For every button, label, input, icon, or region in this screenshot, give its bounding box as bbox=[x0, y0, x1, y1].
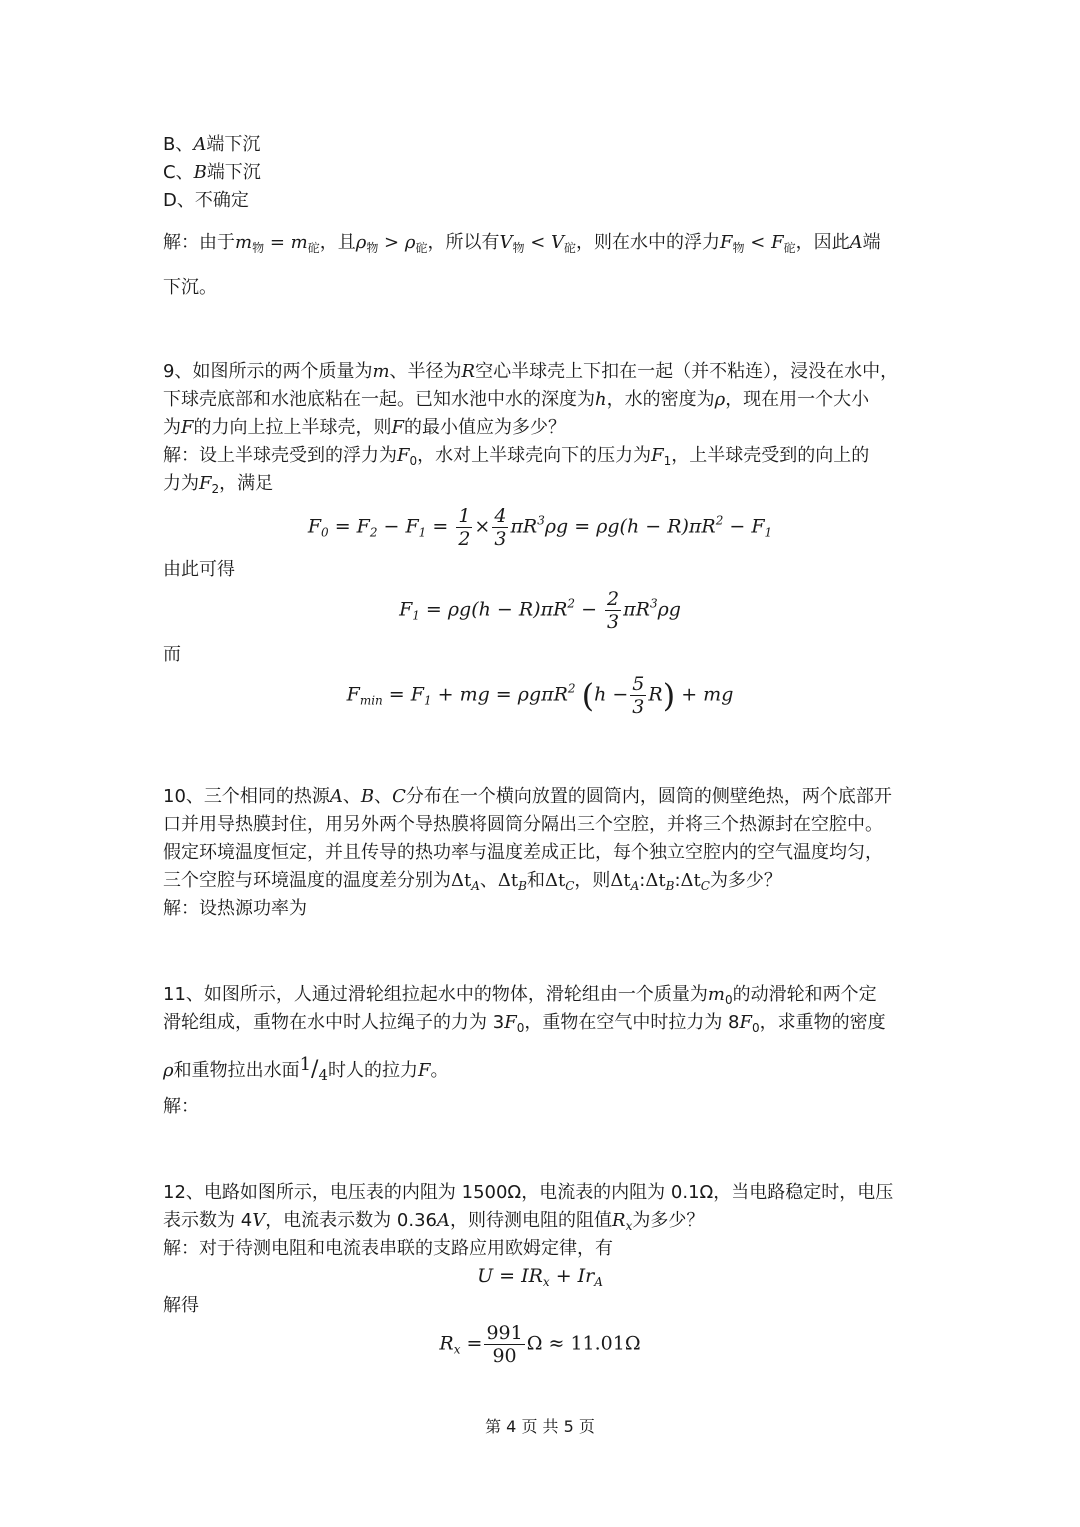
q12-equation-1: $U = IR_x + Ir_A$ bbox=[477, 1265, 603, 1289]
q9-solution-1: 解：设上半球壳受到的浮力为$F_0$，水对上半球壳向下的压力为$F_1$，上半球壳受到的向上的 bbox=[163, 445, 870, 468]
q12-line-1: 12、电路如图所示，电压表的内阻为 1500Ω，电流表的内阻为 0.1Ω，当电路稳定时，电压 bbox=[163, 1182, 894, 1203]
q10-line-2: 口并用导热膜封住，用另外两个导热膜将圆筒分隔出三个空腔，并将三个热源封在空腔中。 bbox=[163, 814, 883, 835]
option-d: D、不确定 bbox=[163, 190, 249, 211]
q9-equation-1: $F_0 = F_2 - F_1$ = $\frac{1}{2}$ × $\frac{4}{3}$ $\pi R^3\rho g = \rho g(h - R)\pi R^2 - F_1$ bbox=[307, 505, 773, 550]
q12-line-2: 表示数为 4V，电流表示数为 0.36A，则待测电阻的阻值$R_x$为多少？ bbox=[163, 1210, 705, 1233]
q11-line-3: ρ和重物拉出水面$1/_4$时人的拉力F。 bbox=[163, 1054, 449, 1084]
q9-line-3: 为F的力向上拉上半球壳，则F的最小值应为多少？ bbox=[163, 417, 566, 438]
q9-and: 而 bbox=[163, 644, 181, 665]
q9-equation-2: $F_1 = \rho g(h - R)\pi R^2$ − $\frac{2}{3}$ $\pi R^3\rho g$ bbox=[399, 588, 681, 633]
q11-solution: 解： bbox=[163, 1096, 199, 1117]
option-b: B、A端下沉 bbox=[163, 134, 261, 155]
q10-solution: 解：设热源功率为 bbox=[163, 898, 307, 919]
q8-solution-cont: 下沉。 bbox=[163, 277, 217, 298]
q12-solve: 解得 bbox=[163, 1295, 199, 1316]
q8-solution: 解：由于$m_物 = m_砣$，且$\rho_物 > \rho_砣$，所以有$V_物 < V_砣$，则在水中的浮力$F_物 < F_砣$，因此A端 bbox=[163, 232, 881, 255]
q11-line-2: 滑轮组成，重物在水中时人拉绳子的力为 $3F_0$，重物在空气中时拉力为 $8F_0$，求重物的密度 bbox=[163, 1012, 886, 1035]
q11-line-1: 11、如图所示，人通过滑轮组拉起水中的物体，滑轮组由一个质量为$m_0$的动滑轮和两个定 bbox=[163, 984, 877, 1007]
q10-line-4: 三个空腔与环境温度的温度差分别为$\Delta t_A$、$\Delta t_B$和$\Delta t_C$，则$\Delta t_A:\Delta t_B:\Delta t_C$为多少？ bbox=[163, 870, 782, 893]
q9-equation-3: $F_{min} = F_1$ + mg = ρgπR$^2$ (h − $\frac{5}{3}$ R) + mg bbox=[346, 673, 734, 718]
q9-solution-2: 力为$F_2$，满足 bbox=[163, 473, 274, 496]
q10-line-1: 10、三个相同的热源A、B、C分布在一个横向放置的圆筒内，圆筒的侧壁绝热，两个底部开 bbox=[163, 786, 892, 807]
q12-solution-1: 解：对于待测电阻和电流表串联的支路应用欧姆定律，有 bbox=[163, 1238, 613, 1259]
q9-therefore: 由此可得 bbox=[163, 559, 235, 580]
option-c: C、B端下沉 bbox=[163, 162, 261, 183]
q9-line-2: 下球壳底部和水池底粘在一起。已知水池中水的深度为h，水的密度为ρ，现在用一个大小 bbox=[163, 389, 870, 410]
q10-line-3: 假定环境温度恒定，并且传导的热功率与温度差成正比，每个独立空腔内的空气温度均匀， bbox=[163, 842, 883, 863]
page-footer: 第 4 页 共 5 页 bbox=[485, 1417, 595, 1436]
q9-line-1: 9、如图所示的两个质量为m、半径为R空心半球壳上下扣在一起（并不粘连），浸没在水中， bbox=[163, 361, 899, 382]
q12-equation-2: $R_x$ = $\frac{991}{90}$ Ω ≈ 11.01Ω bbox=[439, 1322, 641, 1367]
